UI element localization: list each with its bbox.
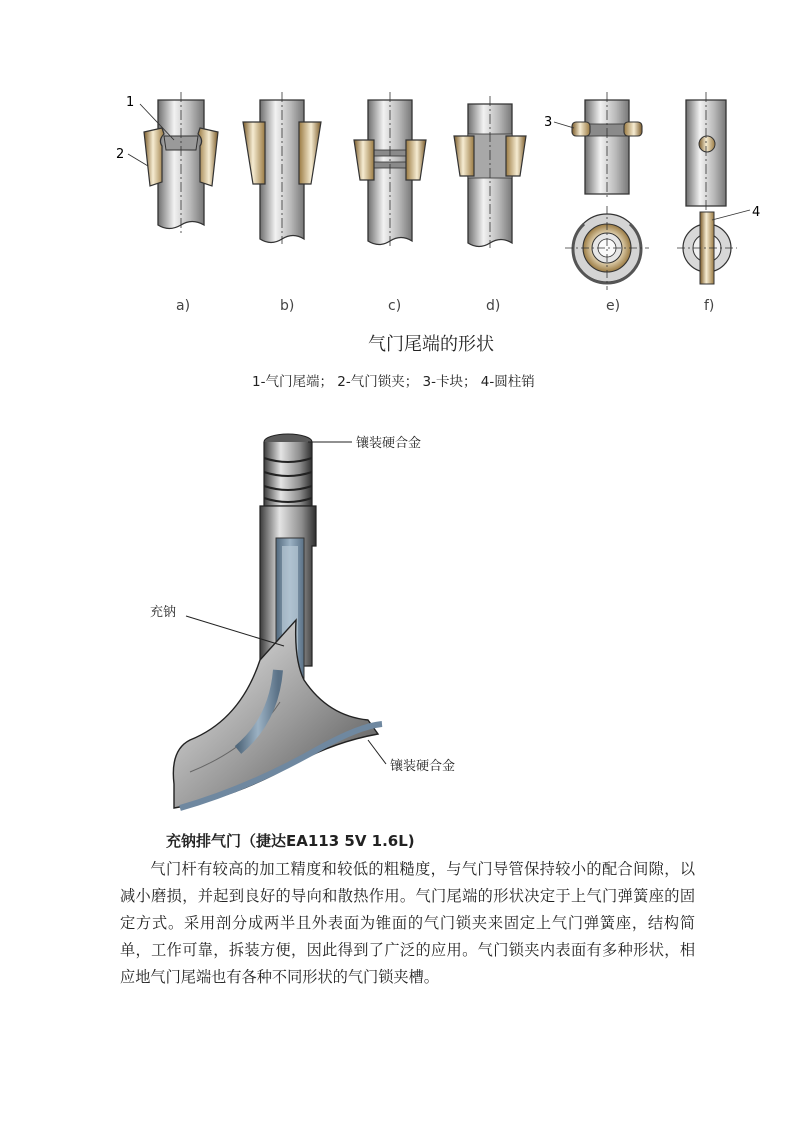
label-f: f) <box>704 298 715 314</box>
label-a: a) <box>176 298 191 314</box>
svg-text:3: 3 <box>544 115 553 130</box>
valve-tip <box>264 434 312 506</box>
svg-text:镶装硬合金: 镶装硬合金 <box>390 759 456 774</box>
svg-text:4: 4 <box>752 205 761 220</box>
svg-text:1: 1 <box>126 95 135 110</box>
svg-text:2: 2 <box>116 147 125 162</box>
svg-text:充钠: 充钠 <box>150 605 177 620</box>
shape-e <box>565 92 649 290</box>
shape-b <box>243 92 321 244</box>
svg-text:镶装硬合金: 镶装硬合金 <box>356 436 422 451</box>
callout-4 <box>712 205 760 220</box>
callout-2 <box>116 147 148 166</box>
label-c: c) <box>388 298 402 314</box>
shape-c <box>354 92 426 246</box>
shape-d <box>454 96 526 248</box>
figure1-legend: 1-气门尾端； 2-气门锁夹； 3-卡块； 4-圆柱销 <box>252 374 535 390</box>
figure2-caption: 充钠排气门（捷达EA113 5V 1.6L) <box>166 832 415 850</box>
label-e: e) <box>606 298 621 314</box>
label-top-alloy <box>308 435 421 451</box>
shape-f <box>677 92 737 284</box>
valve-head <box>173 620 382 808</box>
label-b: b) <box>280 298 295 314</box>
label-bottom-alloy <box>368 740 455 774</box>
shape-a <box>144 92 218 234</box>
label-d: d) <box>486 298 501 314</box>
body-paragraph: 气门杆有较高的加工精度和较低的粗糙度，与气门导管保持较小的配合间隙，以减小磨损，并起到良好的导向和散热作用。气门尾端的形状决定于上气门弹簧座的固定方式。采用剖分成两半且外表面为锥面的气门锁夹来固定上气门弹簧座，结构简单，工作可靠，拆装方便，因此得到了广泛的应用。气门锁夹内表面有多种形状，相应地气门尾端也有各种不同形状的气门锁夹槽。 <box>120 860 695 986</box>
sodium-valve-figure <box>120 420 540 860</box>
valve-end-shapes-figure <box>100 88 780 398</box>
figure1-caption: 气门尾端的形状 <box>368 334 494 355</box>
callout-3 <box>544 115 574 130</box>
